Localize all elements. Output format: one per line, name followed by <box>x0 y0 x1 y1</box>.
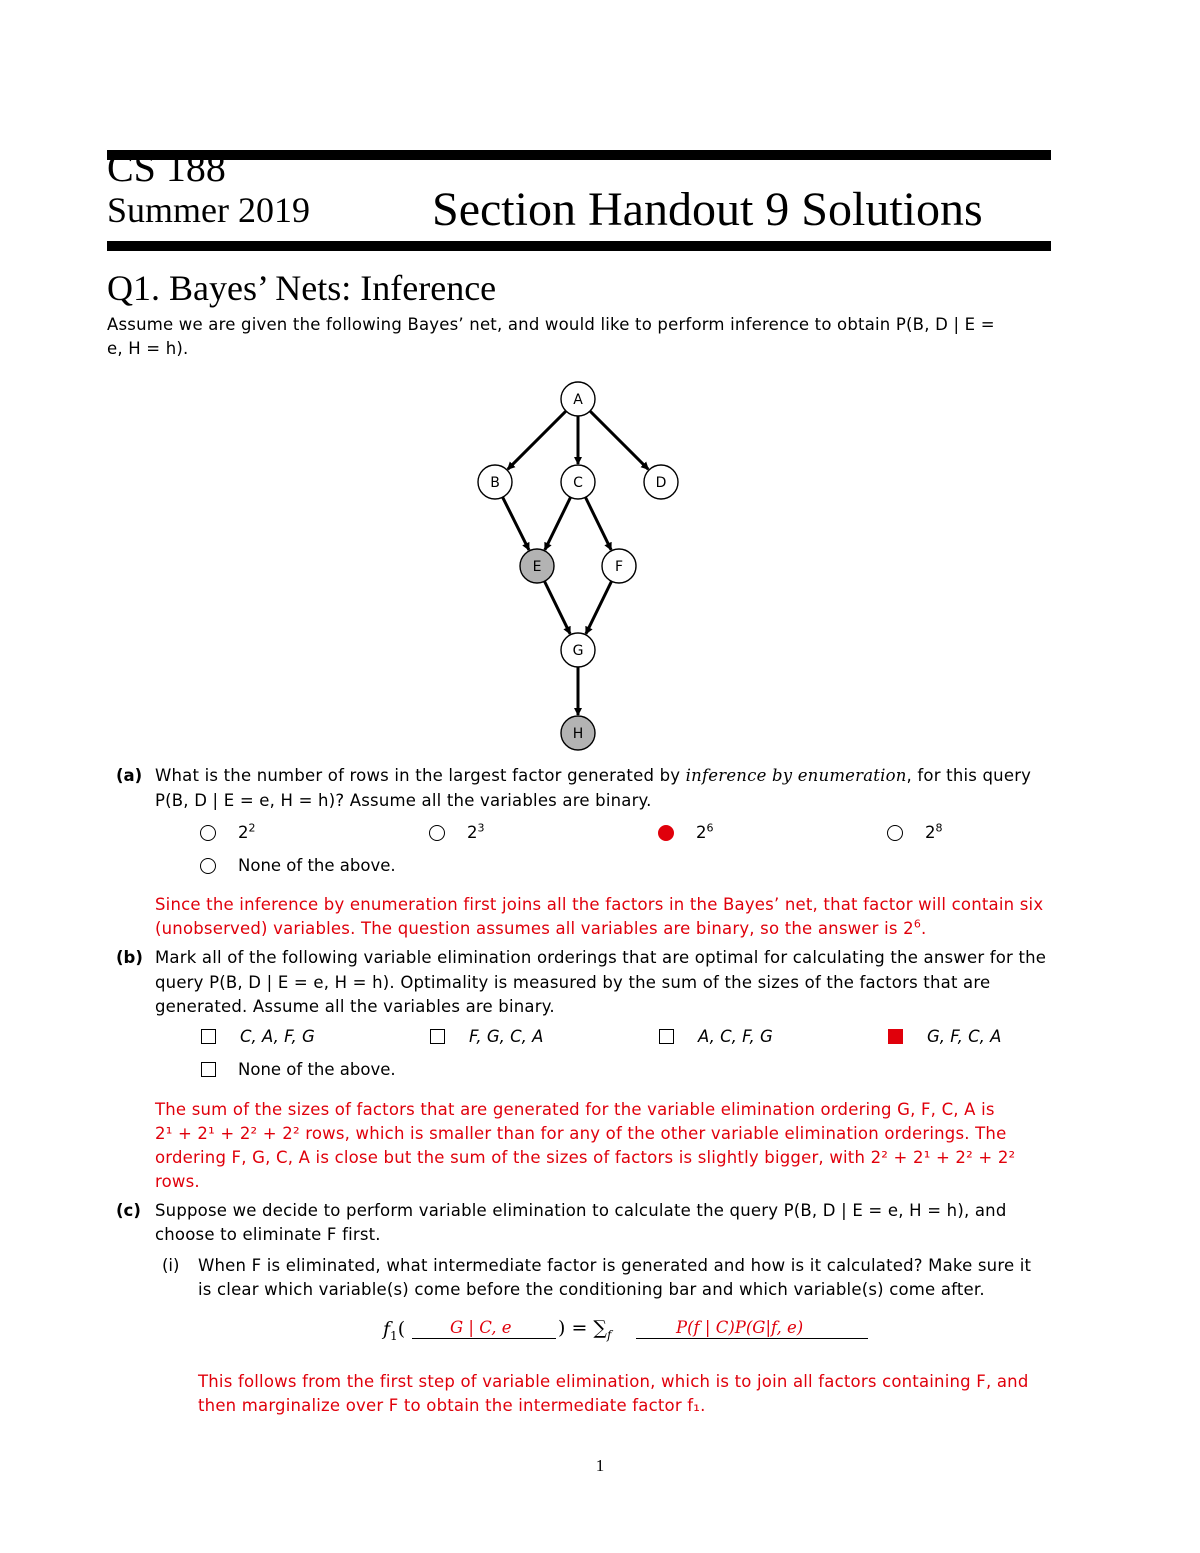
part-a-answer-line2: (unobserved) variables. The question assumes all variables are binary, so the answer is $2^6$. <box>155 917 927 938</box>
edge-C-E <box>545 497 571 550</box>
part-c-i-answer-line1: This follows from the first step of variable elimination, which is to join all factors containing F, and <box>198 1372 1029 1391</box>
factor-equals-sum: ) = $\sum_f$ <box>558 1317 612 1342</box>
part-a-label: (a) <box>116 766 143 785</box>
part-a-option-4-radio[interactable] <box>887 825 903 841</box>
part-b-label: (b) <box>116 948 143 967</box>
node-H-label: H <box>572 726 584 742</box>
question-intro-line1: Assume we are given the following Bayes’ net, and would like to perform inference to obtain P(B, D | E = <box>107 315 995 334</box>
part-a-option-3-radio[interactable] <box>658 825 674 841</box>
node-A <box>561 382 595 416</box>
edge-A-D <box>590 411 648 469</box>
node-D <box>644 465 678 499</box>
part-c-label: (c) <box>116 1201 141 1220</box>
part-b-option-3-label: A, C, F, G <box>698 1027 773 1046</box>
part-b-line1: Mark all of the following variable elimination orderings that are optimal for calculating the answer for the <box>155 948 1047 967</box>
part-b-option-4-checkbox[interactable] <box>888 1029 903 1044</box>
part-a-option-1-radio[interactable] <box>200 825 216 841</box>
factor-blank-1[interactable] <box>412 1338 556 1339</box>
question-title: Q1. Bayes’ Nets: Inference <box>107 268 497 308</box>
course-code: CS 188 <box>107 145 226 190</box>
node-A-label: A <box>573 392 583 408</box>
node-G-label: G <box>572 643 584 659</box>
part-b-answer-line1: The sum of the sizes of factors that are generated for the variable elimination ordering G, F, C, A is <box>155 1100 995 1119</box>
part-b-line2: query P(B, D | E = e, H = h). Optimality is measured by the sum of the sizes of the factors that are <box>155 973 991 992</box>
part-b-option-2-checkbox[interactable] <box>430 1029 445 1044</box>
part-b-answer-line3: ordering F, G, C, A is close but the sum of the sizes of factors is slightly bigger, with 2² + 2¹ + 2² + 2² <box>155 1148 1016 1167</box>
node-H <box>561 716 595 750</box>
part-a-none-label: None of the above. <box>238 856 396 875</box>
node-C <box>561 465 595 499</box>
edge-E-G <box>544 581 570 634</box>
part-b-option-4-label: G, F, C, A <box>927 1027 1002 1046</box>
part-b-answer-line2: 2¹ + 2¹ + 2² + 2² rows, which is smaller than for any of the other variable elimination orderings. The <box>155 1124 1007 1143</box>
part-b-line3: generated. Assume all the variables are binary. <box>155 997 555 1016</box>
node-B <box>478 465 512 499</box>
edge-C-F <box>585 497 611 550</box>
page-title: Section Handout 9 Solutions <box>432 183 983 236</box>
part-b-option-3-checkbox[interactable] <box>659 1029 674 1044</box>
node-G <box>561 633 595 667</box>
part-a-line1: What is the number of rows in the largest factor generated by inference by enumeration, for this query <box>155 766 1032 785</box>
term: Summer 2019 <box>107 190 310 230</box>
node-D-label: D <box>655 475 667 491</box>
node-F-label: F <box>614 559 624 575</box>
part-a-answer-line1: Since the inference by enumeration first joins all the factors in the Bayes’ net, that factor will contain six <box>155 895 1044 914</box>
node-E-label: E <box>532 559 542 575</box>
part-a-option-2-radio[interactable] <box>429 825 445 841</box>
factor-blank-2-answer: P(f | C)P(G|f, e) <box>676 1318 804 1337</box>
part-a-option-2-label: $2^3$ <box>467 821 485 842</box>
edge-F-G <box>586 581 612 634</box>
node-C-label: C <box>573 475 583 491</box>
part-b-answer-line4: rows. <box>155 1172 200 1191</box>
page-number: 1 <box>595 1456 605 1475</box>
part-b-option-1-label: C, A, F, G <box>240 1027 315 1046</box>
node-B-label: B <box>490 475 500 491</box>
question-intro-line2: e, H = h). <box>107 339 189 358</box>
factor-blank-1-answer: G | C, e <box>450 1318 512 1337</box>
part-a-option-1-label: $2^2$ <box>238 821 256 842</box>
part-c-line1: Suppose we decide to perform variable elimination to calculate the query P(B, D | E = e, H = h), and <box>155 1201 1007 1220</box>
node-E <box>520 549 554 583</box>
part-c-line2: choose to eliminate F first. <box>155 1225 381 1244</box>
factor-name: $f_1$( <box>383 1318 406 1343</box>
part-b-none-checkbox[interactable] <box>201 1062 216 1077</box>
part-c-i-answer-line2: then marginalize over F to obtain the intermediate factor f₁. <box>198 1396 706 1415</box>
part-b-option-1-checkbox[interactable] <box>201 1029 216 1044</box>
part-a-option-3-label: $2^6$ <box>696 821 714 842</box>
part-b-option-2-label: F, G, C, A <box>469 1027 544 1046</box>
edge-B-E <box>503 497 529 550</box>
part-c-i-label: (i) <box>162 1256 180 1275</box>
node-F <box>602 549 636 583</box>
part-b-none-label: None of the above. <box>238 1060 396 1079</box>
bayes-net-diagram <box>0 0 1200 760</box>
part-a-none-radio[interactable] <box>200 858 216 874</box>
edge-A-B <box>508 411 566 469</box>
part-c-i-line1: When F is eliminated, what intermediate factor is generated and how is it calculated? Make sure it <box>198 1256 1032 1275</box>
part-a-option-4-label: $2^8$ <box>925 821 943 842</box>
part-c-i-line2: is clear which variable(s) come before the conditioning bar and which variable(s) come after. <box>198 1280 985 1299</box>
part-a-line2: P(B, D | E = e, H = h)? Assume all the variables are binary. <box>155 791 652 810</box>
factor-blank-2[interactable] <box>636 1338 868 1339</box>
